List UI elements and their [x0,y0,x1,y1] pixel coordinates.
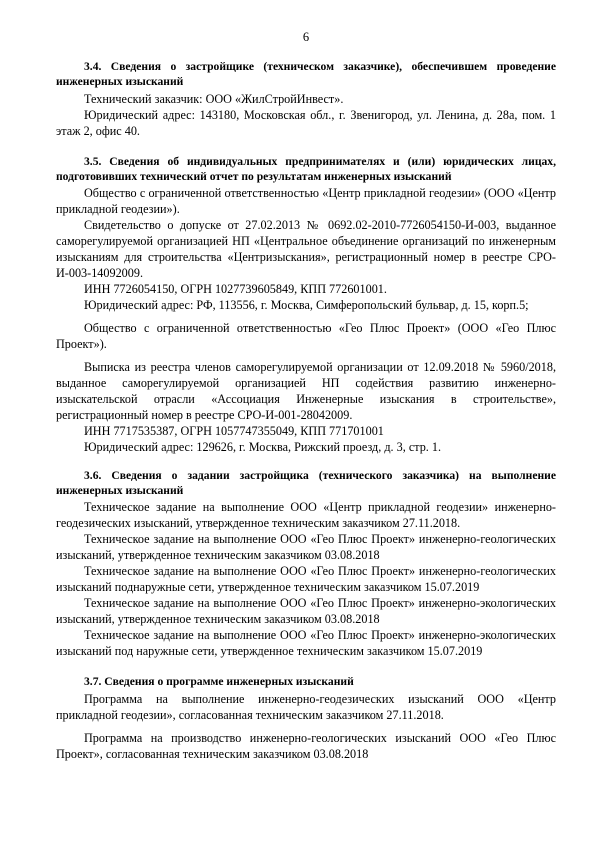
paragraph: Юридический адрес: РФ, 113556, г. Москва, Симферопольский бульвар, д. 15, корп.5; [84,298,529,313]
spacer [56,140,556,154]
spacer [56,456,556,468]
section-heading: 3.7. Сведения о программе инженерных изысканий [84,675,354,689]
page-number: 6 [302,30,310,44]
paragraph: Техническое задание на выполнение ООО «Гео Плюс Проект» инженерно-геологических изысканий, утвержденное техническим заказчиком 03.08.2018 [56,532,556,563]
spacer [56,660,556,674]
paragraph: Общество с ограниченной ответственностью «Гео Плюс Проект» (ООО «Гео Плюс Проект»). [56,321,556,351]
paragraph: Техническое задание на выполнение ООО «Центр прикладной геодезии» инженерно-геодезических изысканий, утвержденное техническим заказчиком 27.11.2018. [56,500,556,531]
section-3-7 [56,674,556,762]
section-3-4 [56,59,556,140]
paragraph: Технический заказчик: ООО «ЖилСтройИнвест». [84,91,344,106]
paragraph: Общество с ограниченной ответственностью «Центр прикладной геодезии» (ООО «Центр прикладной геодезии»). [56,186,556,217]
section-3-5 [56,154,556,456]
paragraph: Программа на выполнение инженерно-геодезических изысканий ООО «Центр прикладной геодезии», согласованная техническим заказчиком 27.11.2018. [56,691,556,722]
section-heading: 3.4. Сведения о застройщике (техническом заказчике), обеспечившем проведение инженерных изысканий [56,60,556,89]
paragraph: Техническое задание на выполнение ООО «Гео Плюс Проект» инженерно-экологических изысканий под наружные сети, утвержденное техническим заказчиком 15.07.2019 [56,628,556,659]
spacer [56,353,556,360]
spacer [56,314,556,321]
paragraph: Техническое задание на выполнение ООО «Гео Плюс Проект» инженерно-экологических изысканий, утвержденное техническим заказчиком 03.08.2018 [56,596,556,627]
paragraph: Юридический адрес: 129626, г. Москва, Рижский проезд, д. 3, стр. 1. [84,439,442,454]
paragraph: Техническое задание на выполнение ООО «Гео Плюс Проект» инженерно-геологических изысканий поднаружные сети, утвержденное техническим заказчиком 15.07.2019 [56,564,556,595]
paragraph: Юридический адрес: 143180, Московская обл., г. Звенигород, ул. Ленина, д. 28а, пом. 1 этаж 2, офис 40. [56,107,556,138]
paragraph: Выписка из реестра членов саморегулируемой организации от 12.09.2018 № 5960/2018, выданное саморегулируемой организацией НП содействия развитию инженерно-изыскательской отрасли «Ассоциация Инженерные изыскания в строительстве», регистрационный номер в реестре СРО-И-001-28042009. [56,359,556,422]
section-3-6 [56,468,556,660]
paragraph: ИНН 7726054150, ОГРН 1027739605849, КПП 772601001. [84,282,387,297]
section-heading: 3.6. Сведения о задании застройщика (технического заказчика) на выполнение инженерных изысканий [56,468,556,498]
paragraph: Программа на производство инженерно-геологических изысканий ООО «Гео Плюс Проект», согласованная техническим заказчиком 03.08.2018 [56,730,556,761]
paragraph: ИНН 7717535387, ОГРН 1057747355049, КПП 771701001 [84,423,384,438]
section-heading: 3.5. Сведения об индивидуальных предпринимателях и (или) юридических лицах, подготовивших технический отчет по результатам инженерных изысканий [56,154,556,183]
spacer [56,724,556,731]
paragraph: Свидетельство о допуске от 27.02.2013 № 0692.02-2010-7726054150-И-003, выданное саморегулируемой организацией НП «Центральное объединение организаций по инженерным изысканиям для строительства «Центризыскания», регистрационный номер в реестре СРО-И-003-14092009. [56,218,556,281]
